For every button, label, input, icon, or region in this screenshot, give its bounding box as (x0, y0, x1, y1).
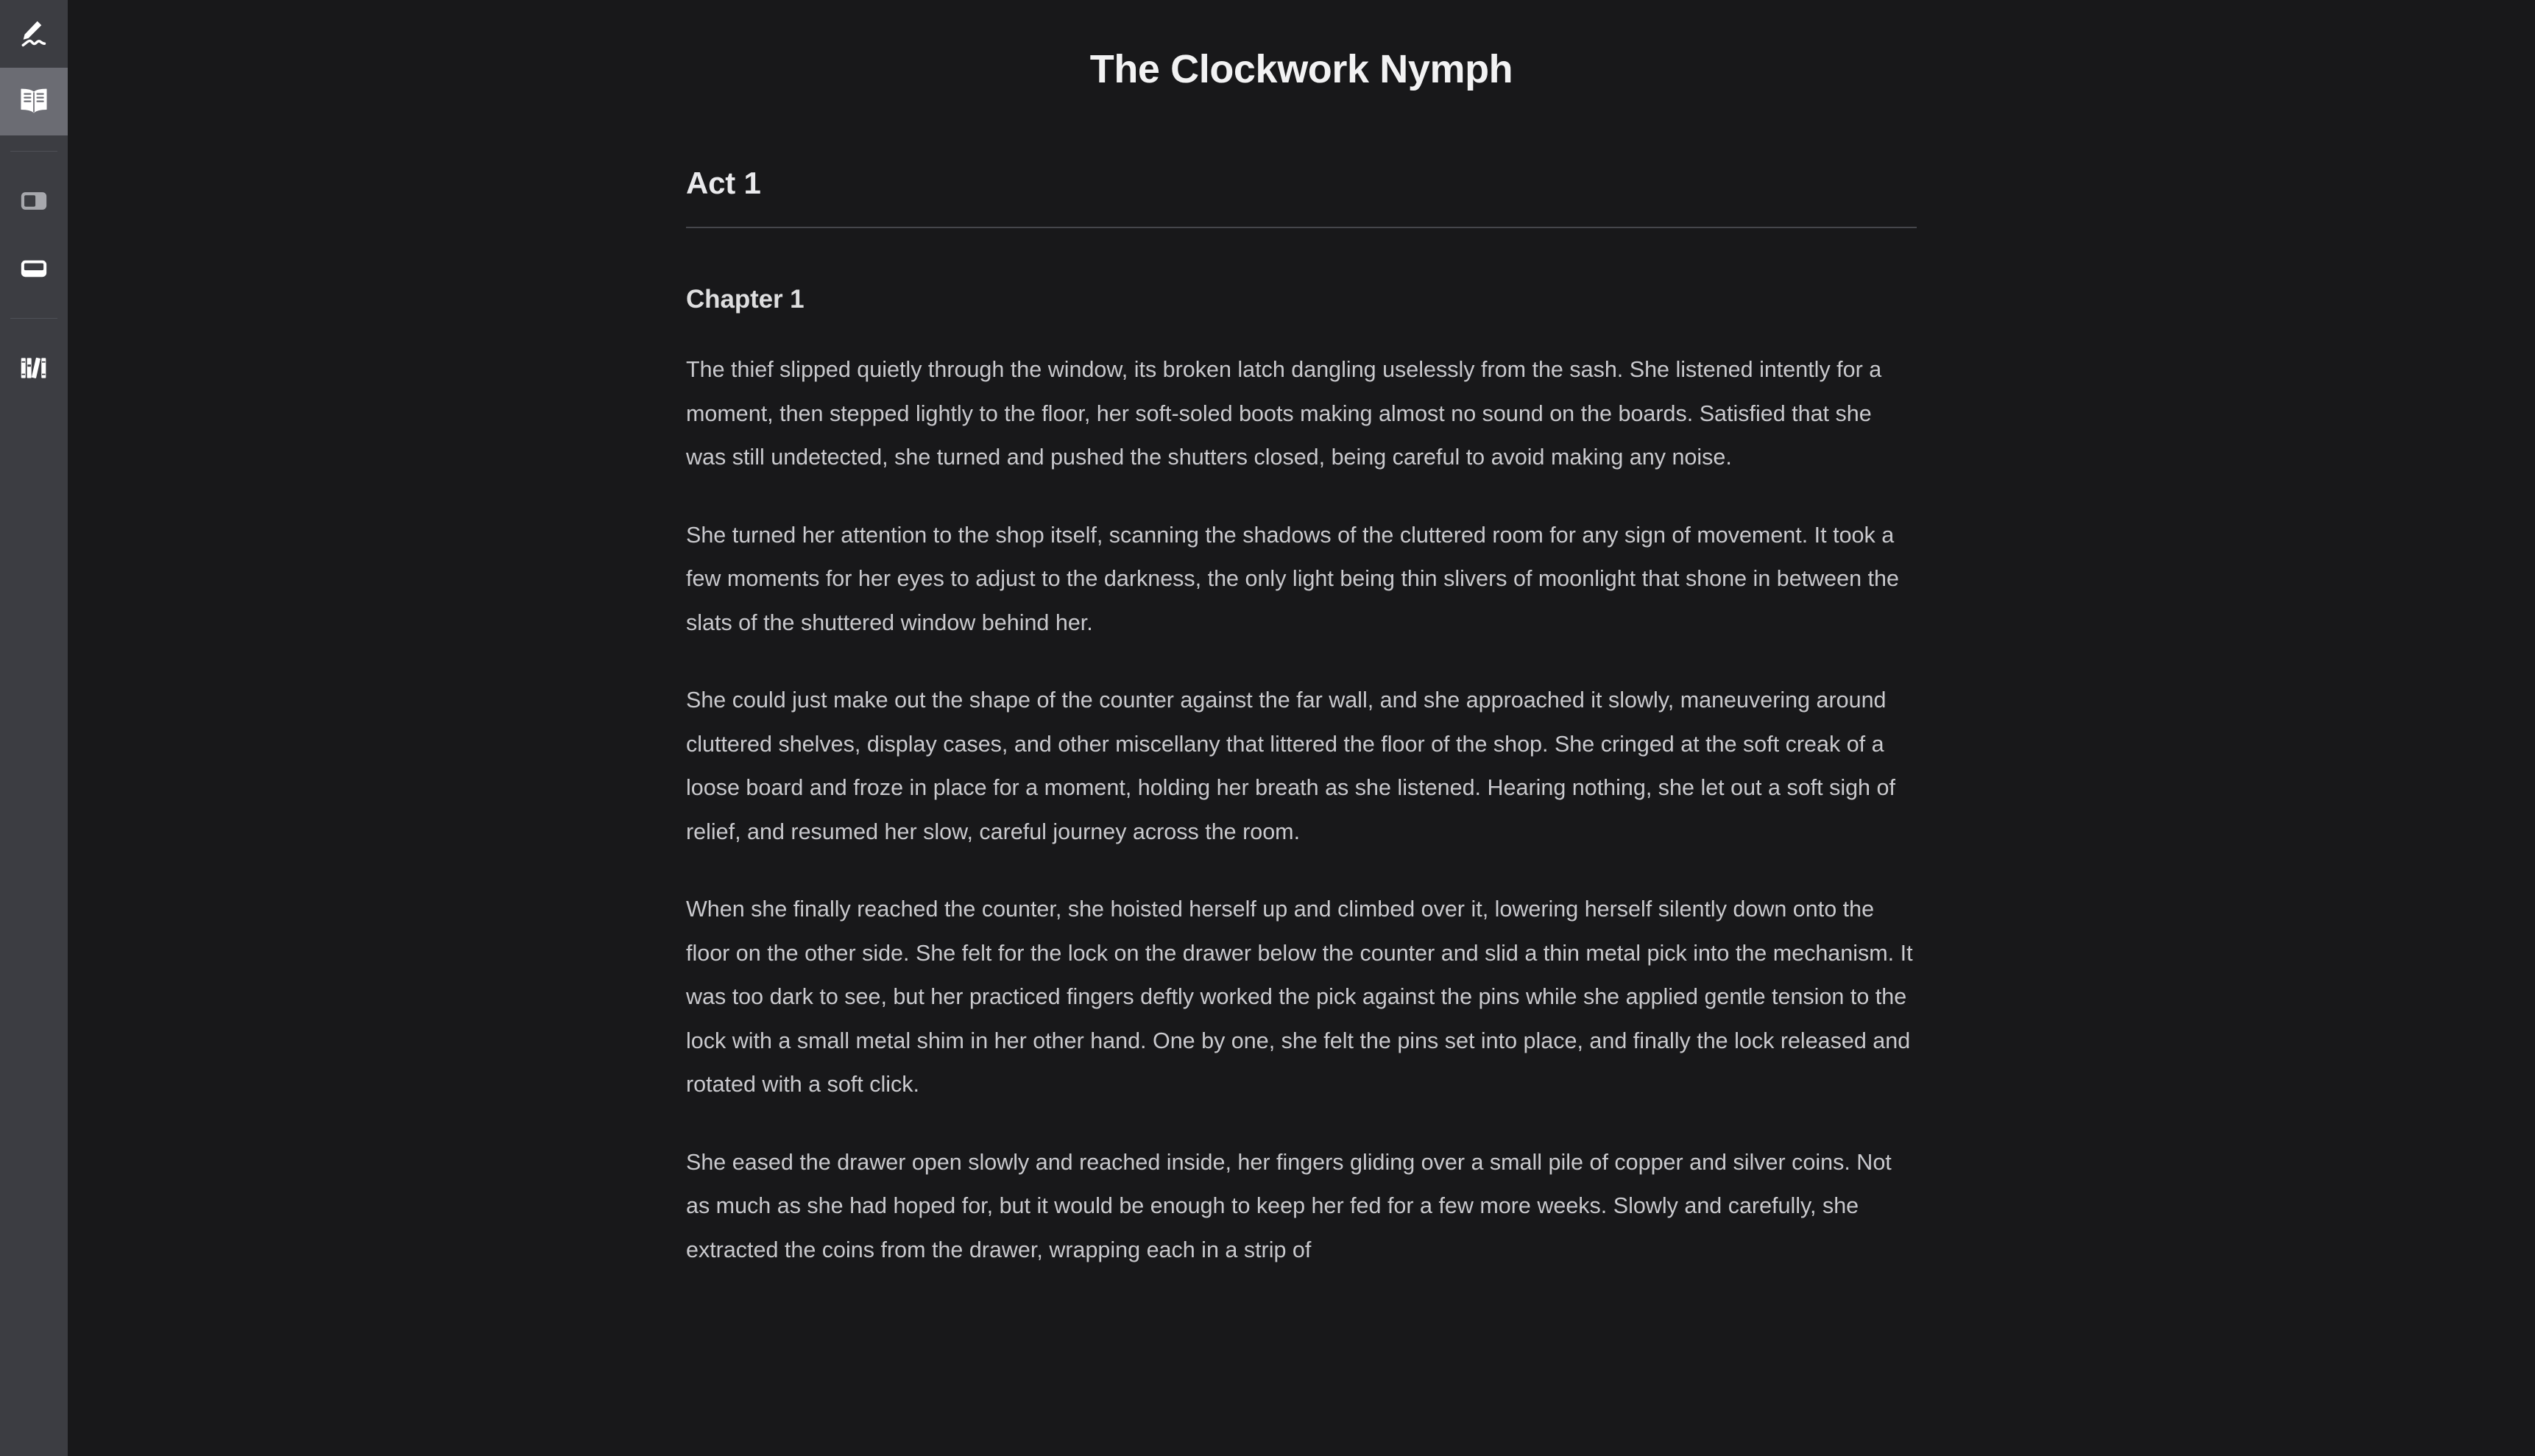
pen-writing-icon (18, 18, 50, 50)
manuscript-content (686, 164, 1917, 1272)
paragraph: The thief slipped quietly through the window, its broken latch dangling uselessly from the sash. She listened intently for a moment, then stepped lightly to the floor, her soft-soled boots making almost no sound on the boards. Satisfied that she was still undetected, she turned and pushed the shutters closed, being careful to avoid making any noise. (686, 357, 1882, 470)
paragraph: She eased the drawer open slowly and reached inside, her fingers gliding over a small pile of copper and silver coins. Not as much as she had hoped for, but it would be enough to keep her fed for a few more weeks. Slowly and carefully, she extracted the coins from the drawer, wrapping each in a strip of (686, 1149, 1892, 1262)
reader-scroll-area[interactable] (68, 0, 2535, 1456)
page-title: The Clockwork Nymph (1089, 47, 1513, 91)
bottom-panel-icon (18, 253, 49, 284)
sidebar-item-write-mode[interactable] (0, 0, 68, 68)
side-panel-icon (18, 185, 49, 216)
sidebar-item-read-mode[interactable] (0, 68, 68, 135)
sidebar-item-toggle-bottom-panel[interactable] (0, 235, 68, 303)
act-divider (686, 227, 1917, 228)
paragraph: She turned her attention to the shop itself, scanning the shadows of the cluttered room for any sign of movement. It took a few moments for her eyes to adjust to the darkness, the only light being thin slivers of moonlight that shone in between the slats of the shuttered window behind her. (686, 522, 1899, 635)
paragraph: When she finally reached the counter, she hoisted herself up and climbed over it, lowering herself silently down onto the floor on the other side. She felt for the lock on the drawer below the counter and slid a thin metal pick into the mechanism. It was too dark to see, but her practiced fingers deftly worked the pick against the pins while she applied gentle tension to the lock with a small metal shim in her other hand. One by one, she felt the pins set into place, and finally the lock released and rotated with a soft click. (686, 897, 1913, 1098)
sidebar-rail (0, 0, 68, 1456)
paragraph: She could just make out the shape of the counter against the far wall, and she approached it slowly, maneuvering around cluttered shelves, display cases, and other miscellany that littered the floor of the shop. She cringed at the soft creak of a loose board and froze in place for a moment, holding her breath as she listened. Hearing nothing, she let out a soft sigh of relief, and resumed her slow, careful journey across the room. (686, 688, 1895, 844)
bookshelf-icon (18, 352, 50, 384)
sidebar-item-toggle-side-panel[interactable] (0, 167, 68, 235)
sidebar-divider-2 (10, 318, 57, 319)
open-book-icon (17, 85, 51, 119)
sidebar-divider-1 (10, 151, 57, 152)
sidebar-item-library[interactable] (0, 334, 68, 402)
act-heading: Act 1 (686, 165, 761, 200)
chapter-heading: Chapter 1 (686, 285, 805, 314)
reader-main (68, 0, 2535, 1456)
